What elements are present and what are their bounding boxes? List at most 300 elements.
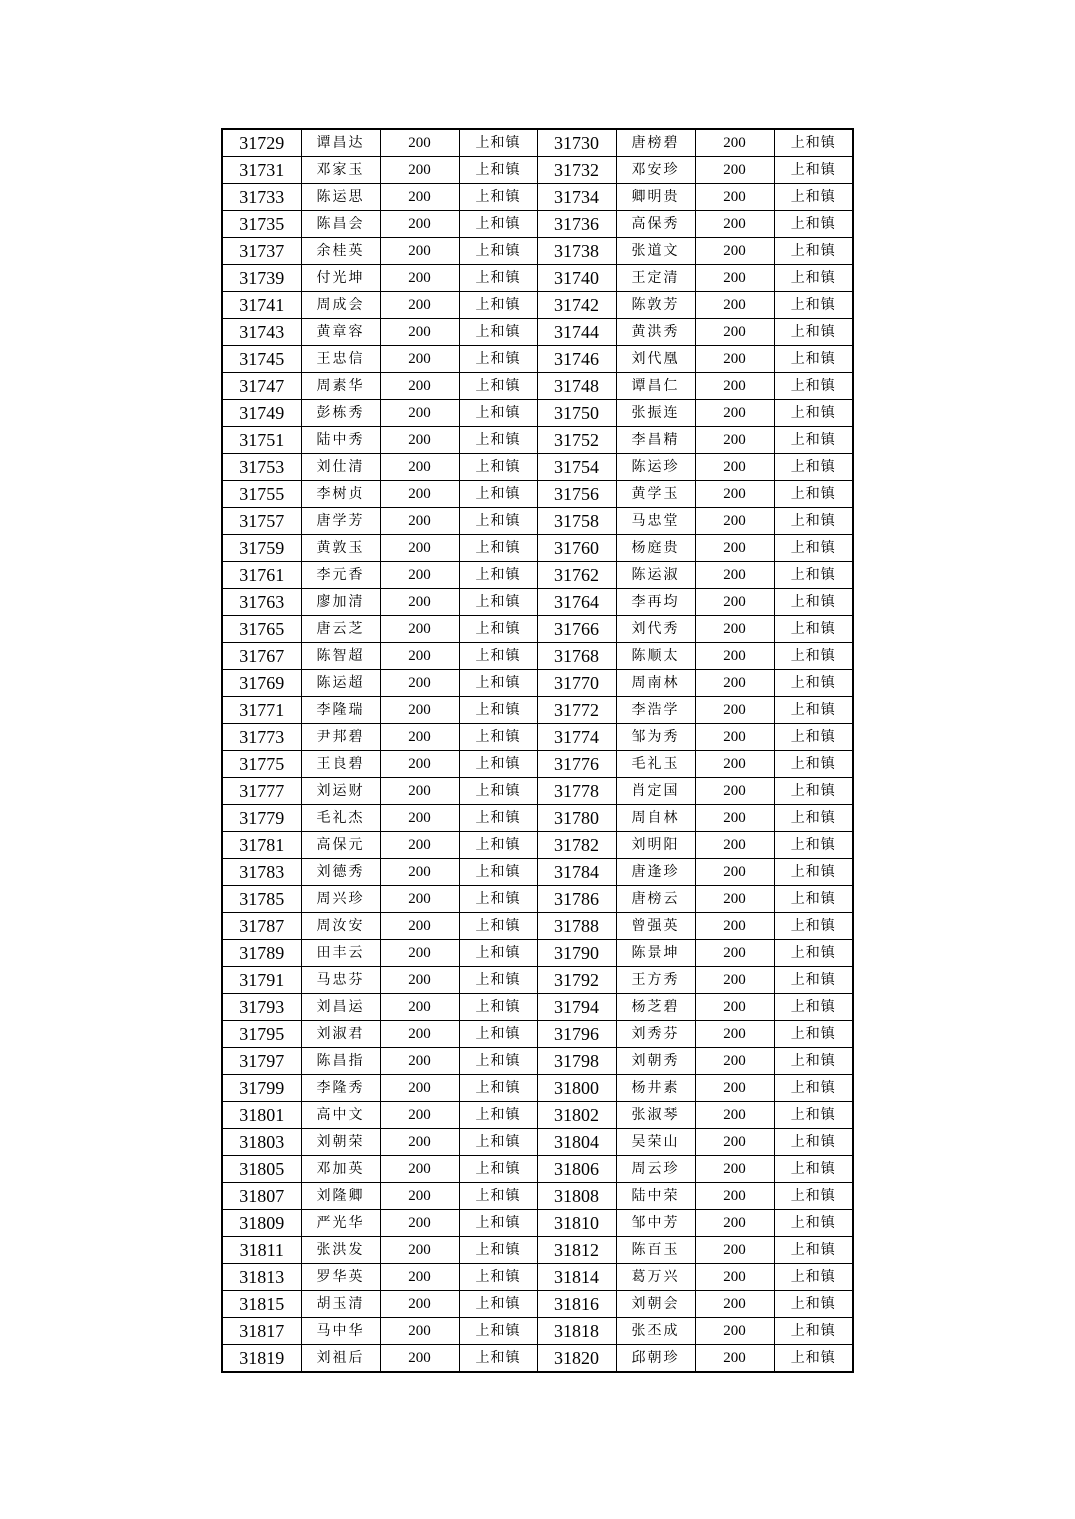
table-row xyxy=(222,1075,853,1102)
right-amount-cell: 200 xyxy=(695,616,774,643)
left-id-cell: 31801 xyxy=(222,1102,301,1129)
left-id-cell: 31753 xyxy=(222,454,301,481)
left-town-cell: 上和镇 xyxy=(459,535,537,562)
right-amount-cell: 200 xyxy=(695,832,774,859)
table-row xyxy=(222,265,853,292)
left-name-cell: 周兴珍 xyxy=(301,886,380,913)
table-row xyxy=(222,886,853,913)
right-name-cell: 李浩学 xyxy=(616,697,695,724)
left-town-cell: 上和镇 xyxy=(459,805,537,832)
right-amount-cell: 200 xyxy=(695,184,774,211)
left-name-cell: 陈运思 xyxy=(301,184,380,211)
right-id-cell: 31802 xyxy=(537,1102,616,1129)
table-row xyxy=(222,589,853,616)
left-amount-cell: 200 xyxy=(380,184,459,211)
left-name-cell: 李树贞 xyxy=(301,481,380,508)
left-name-cell: 刘隆卿 xyxy=(301,1183,380,1210)
left-amount-cell: 200 xyxy=(380,670,459,697)
left-id-cell: 31751 xyxy=(222,427,301,454)
right-id-cell: 31760 xyxy=(537,535,616,562)
table-row xyxy=(222,373,853,400)
right-name-cell: 杨庭贵 xyxy=(616,535,695,562)
right-town-cell: 上和镇 xyxy=(774,859,853,886)
left-amount-cell: 200 xyxy=(380,238,459,265)
left-name-cell: 刘昌运 xyxy=(301,994,380,1021)
right-town-cell: 上和镇 xyxy=(774,481,853,508)
right-name-cell: 唐榜云 xyxy=(616,886,695,913)
left-name-cell: 严光华 xyxy=(301,1210,380,1237)
right-name-cell: 李再均 xyxy=(616,589,695,616)
right-town-cell: 上和镇 xyxy=(774,508,853,535)
left-id-cell: 31815 xyxy=(222,1291,301,1318)
table-row xyxy=(222,157,853,184)
table-row xyxy=(222,129,853,157)
table-row xyxy=(222,751,853,778)
right-name-cell: 陈运珍 xyxy=(616,454,695,481)
left-amount-cell: 200 xyxy=(380,859,459,886)
left-id-cell: 31759 xyxy=(222,535,301,562)
right-town-cell: 上和镇 xyxy=(774,1075,853,1102)
table-row xyxy=(222,1291,853,1318)
left-town-cell: 上和镇 xyxy=(459,589,537,616)
table-row xyxy=(222,1210,853,1237)
right-town-cell: 上和镇 xyxy=(774,643,853,670)
left-name-cell: 周汝安 xyxy=(301,913,380,940)
left-amount-cell: 200 xyxy=(380,1210,459,1237)
right-name-cell: 杨芝碧 xyxy=(616,994,695,1021)
left-id-cell: 31743 xyxy=(222,319,301,346)
right-town-cell: 上和镇 xyxy=(774,1291,853,1318)
left-amount-cell: 200 xyxy=(380,1156,459,1183)
left-town-cell: 上和镇 xyxy=(459,1237,537,1264)
left-id-cell: 31785 xyxy=(222,886,301,913)
left-amount-cell: 200 xyxy=(380,535,459,562)
left-name-cell: 刘祖后 xyxy=(301,1345,380,1373)
left-town-cell: 上和镇 xyxy=(459,238,537,265)
right-amount-cell: 200 xyxy=(695,940,774,967)
right-town-cell: 上和镇 xyxy=(774,211,853,238)
right-name-cell: 马忠堂 xyxy=(616,508,695,535)
table-row xyxy=(222,508,853,535)
right-town-cell: 上和镇 xyxy=(774,129,853,157)
left-amount-cell: 200 xyxy=(380,832,459,859)
left-name-cell: 高中文 xyxy=(301,1102,380,1129)
right-name-cell: 谭昌仁 xyxy=(616,373,695,400)
left-id-cell: 31773 xyxy=(222,724,301,751)
right-amount-cell: 200 xyxy=(695,697,774,724)
left-id-cell: 31747 xyxy=(222,373,301,400)
left-name-cell: 李元香 xyxy=(301,562,380,589)
table-row xyxy=(222,346,853,373)
right-id-cell: 31808 xyxy=(537,1183,616,1210)
left-town-cell: 上和镇 xyxy=(459,400,537,427)
right-town-cell: 上和镇 xyxy=(774,724,853,751)
table-row xyxy=(222,724,853,751)
left-id-cell: 31783 xyxy=(222,859,301,886)
left-id-cell: 31769 xyxy=(222,670,301,697)
right-town-cell: 上和镇 xyxy=(774,1237,853,1264)
right-id-cell: 31772 xyxy=(537,697,616,724)
right-town-cell: 上和镇 xyxy=(774,805,853,832)
right-id-cell: 31794 xyxy=(537,994,616,1021)
left-town-cell: 上和镇 xyxy=(459,1021,537,1048)
left-town-cell: 上和镇 xyxy=(459,697,537,724)
left-town-cell: 上和镇 xyxy=(459,832,537,859)
left-id-cell: 31737 xyxy=(222,238,301,265)
right-name-cell: 陈景坤 xyxy=(616,940,695,967)
right-id-cell: 31784 xyxy=(537,859,616,886)
right-amount-cell: 200 xyxy=(695,1210,774,1237)
left-town-cell: 上和镇 xyxy=(459,1318,537,1345)
roster-body xyxy=(222,129,853,1372)
right-amount-cell: 200 xyxy=(695,805,774,832)
left-id-cell: 31755 xyxy=(222,481,301,508)
left-town-cell: 上和镇 xyxy=(459,1156,537,1183)
left-id-cell: 31779 xyxy=(222,805,301,832)
left-id-cell: 31793 xyxy=(222,994,301,1021)
left-name-cell: 彭栋秀 xyxy=(301,400,380,427)
left-town-cell: 上和镇 xyxy=(459,778,537,805)
right-town-cell: 上和镇 xyxy=(774,400,853,427)
table-row xyxy=(222,427,853,454)
table-row xyxy=(222,1237,853,1264)
right-name-cell: 杨井素 xyxy=(616,1075,695,1102)
left-id-cell: 31811 xyxy=(222,1237,301,1264)
left-town-cell: 上和镇 xyxy=(459,562,537,589)
right-id-cell: 31768 xyxy=(537,643,616,670)
left-amount-cell: 200 xyxy=(380,940,459,967)
left-name-cell: 邓家玉 xyxy=(301,157,380,184)
right-id-cell: 31764 xyxy=(537,589,616,616)
left-id-cell: 31771 xyxy=(222,697,301,724)
left-amount-cell: 200 xyxy=(380,265,459,292)
right-amount-cell: 200 xyxy=(695,859,774,886)
table-row xyxy=(222,238,853,265)
right-id-cell: 31792 xyxy=(537,967,616,994)
right-amount-cell: 200 xyxy=(695,1318,774,1345)
right-amount-cell: 200 xyxy=(695,1048,774,1075)
left-town-cell: 上和镇 xyxy=(459,1291,537,1318)
right-name-cell: 张丕成 xyxy=(616,1318,695,1345)
left-town-cell: 上和镇 xyxy=(459,1102,537,1129)
right-name-cell: 张道文 xyxy=(616,238,695,265)
left-id-cell: 31781 xyxy=(222,832,301,859)
right-town-cell: 上和镇 xyxy=(774,1318,853,1345)
right-name-cell: 毛礼玉 xyxy=(616,751,695,778)
right-town-cell: 上和镇 xyxy=(774,1264,853,1291)
right-amount-cell: 200 xyxy=(695,157,774,184)
left-id-cell: 31761 xyxy=(222,562,301,589)
left-town-cell: 上和镇 xyxy=(459,670,537,697)
right-amount-cell: 200 xyxy=(695,967,774,994)
right-amount-cell: 200 xyxy=(695,1102,774,1129)
left-id-cell: 31745 xyxy=(222,346,301,373)
right-id-cell: 31806 xyxy=(537,1156,616,1183)
right-amount-cell: 200 xyxy=(695,265,774,292)
right-town-cell: 上和镇 xyxy=(774,589,853,616)
left-id-cell: 31739 xyxy=(222,265,301,292)
left-name-cell: 廖加清 xyxy=(301,589,380,616)
left-town-cell: 上和镇 xyxy=(459,751,537,778)
left-amount-cell: 200 xyxy=(380,1048,459,1075)
right-id-cell: 31738 xyxy=(537,238,616,265)
right-amount-cell: 200 xyxy=(695,373,774,400)
right-town-cell: 上和镇 xyxy=(774,1156,853,1183)
left-town-cell: 上和镇 xyxy=(459,1129,537,1156)
left-town-cell: 上和镇 xyxy=(459,1075,537,1102)
left-town-cell: 上和镇 xyxy=(459,481,537,508)
left-amount-cell: 200 xyxy=(380,1264,459,1291)
right-name-cell: 陈敦芳 xyxy=(616,292,695,319)
right-name-cell: 陈运淑 xyxy=(616,562,695,589)
right-id-cell: 31776 xyxy=(537,751,616,778)
right-name-cell: 邹中芳 xyxy=(616,1210,695,1237)
left-name-cell: 陈昌指 xyxy=(301,1048,380,1075)
right-town-cell: 上和镇 xyxy=(774,886,853,913)
left-amount-cell: 200 xyxy=(380,454,459,481)
left-id-cell: 31809 xyxy=(222,1210,301,1237)
left-name-cell: 罗华英 xyxy=(301,1264,380,1291)
right-id-cell: 31732 xyxy=(537,157,616,184)
table-row xyxy=(222,562,853,589)
left-name-cell: 谭昌达 xyxy=(301,129,380,157)
right-name-cell: 刘秀芬 xyxy=(616,1021,695,1048)
right-amount-cell: 200 xyxy=(695,238,774,265)
right-id-cell: 31744 xyxy=(537,319,616,346)
left-name-cell: 张洪发 xyxy=(301,1237,380,1264)
right-id-cell: 31782 xyxy=(537,832,616,859)
right-town-cell: 上和镇 xyxy=(774,184,853,211)
left-amount-cell: 200 xyxy=(380,157,459,184)
right-id-cell: 31812 xyxy=(537,1237,616,1264)
left-id-cell: 31819 xyxy=(222,1345,301,1373)
left-town-cell: 上和镇 xyxy=(459,319,537,346)
left-town-cell: 上和镇 xyxy=(459,427,537,454)
right-name-cell: 周南林 xyxy=(616,670,695,697)
right-name-cell: 黄洪秀 xyxy=(616,319,695,346)
left-name-cell: 王忠信 xyxy=(301,346,380,373)
right-amount-cell: 200 xyxy=(695,481,774,508)
right-amount-cell: 200 xyxy=(695,1021,774,1048)
right-town-cell: 上和镇 xyxy=(774,319,853,346)
table-row xyxy=(222,319,853,346)
right-id-cell: 31750 xyxy=(537,400,616,427)
right-amount-cell: 200 xyxy=(695,751,774,778)
table-row xyxy=(222,481,853,508)
right-id-cell: 31814 xyxy=(537,1264,616,1291)
left-town-cell: 上和镇 xyxy=(459,1345,537,1373)
right-amount-cell: 200 xyxy=(695,346,774,373)
roster-table xyxy=(221,128,854,1373)
right-town-cell: 上和镇 xyxy=(774,751,853,778)
right-id-cell: 31798 xyxy=(537,1048,616,1075)
right-id-cell: 31734 xyxy=(537,184,616,211)
left-town-cell: 上和镇 xyxy=(459,913,537,940)
left-amount-cell: 200 xyxy=(380,1021,459,1048)
right-amount-cell: 200 xyxy=(695,1129,774,1156)
left-name-cell: 陈昌会 xyxy=(301,211,380,238)
right-amount-cell: 200 xyxy=(695,1291,774,1318)
left-name-cell: 黄章容 xyxy=(301,319,380,346)
right-amount-cell: 200 xyxy=(695,400,774,427)
right-name-cell: 张淑琴 xyxy=(616,1102,695,1129)
right-id-cell: 31774 xyxy=(537,724,616,751)
left-amount-cell: 200 xyxy=(380,481,459,508)
left-id-cell: 31791 xyxy=(222,967,301,994)
table-row xyxy=(222,1129,853,1156)
left-name-cell: 马中华 xyxy=(301,1318,380,1345)
left-id-cell: 31817 xyxy=(222,1318,301,1345)
left-name-cell: 周素华 xyxy=(301,373,380,400)
left-amount-cell: 200 xyxy=(380,346,459,373)
right-amount-cell: 200 xyxy=(695,724,774,751)
left-town-cell: 上和镇 xyxy=(459,940,537,967)
left-name-cell: 尹邦碧 xyxy=(301,724,380,751)
left-amount-cell: 200 xyxy=(380,913,459,940)
table-row xyxy=(222,184,853,211)
left-town-cell: 上和镇 xyxy=(459,1264,537,1291)
left-amount-cell: 200 xyxy=(380,1237,459,1264)
left-town-cell: 上和镇 xyxy=(459,643,537,670)
left-amount-cell: 200 xyxy=(380,562,459,589)
left-name-cell: 唐学芳 xyxy=(301,508,380,535)
right-name-cell: 曾强英 xyxy=(616,913,695,940)
table-row xyxy=(222,805,853,832)
left-id-cell: 31803 xyxy=(222,1129,301,1156)
table-row xyxy=(222,1345,853,1373)
right-town-cell: 上和镇 xyxy=(774,265,853,292)
right-amount-cell: 200 xyxy=(695,535,774,562)
table-row xyxy=(222,859,853,886)
right-id-cell: 31730 xyxy=(537,129,616,157)
left-name-cell: 陈智超 xyxy=(301,643,380,670)
left-amount-cell: 200 xyxy=(380,1075,459,1102)
right-name-cell: 陆中荣 xyxy=(616,1183,695,1210)
left-town-cell: 上和镇 xyxy=(459,373,537,400)
left-id-cell: 31805 xyxy=(222,1156,301,1183)
left-amount-cell: 200 xyxy=(380,400,459,427)
right-id-cell: 31780 xyxy=(537,805,616,832)
left-name-cell: 周成会 xyxy=(301,292,380,319)
left-amount-cell: 200 xyxy=(380,994,459,1021)
left-id-cell: 31767 xyxy=(222,643,301,670)
left-name-cell: 余桂英 xyxy=(301,238,380,265)
left-town-cell: 上和镇 xyxy=(459,292,537,319)
right-name-cell: 高保秀 xyxy=(616,211,695,238)
right-name-cell: 周自林 xyxy=(616,805,695,832)
left-town-cell: 上和镇 xyxy=(459,1048,537,1075)
left-town-cell: 上和镇 xyxy=(459,1210,537,1237)
left-id-cell: 31795 xyxy=(222,1021,301,1048)
right-amount-cell: 200 xyxy=(695,292,774,319)
right-town-cell: 上和镇 xyxy=(774,292,853,319)
left-id-cell: 31763 xyxy=(222,589,301,616)
left-amount-cell: 200 xyxy=(380,967,459,994)
right-name-cell: 陈顺太 xyxy=(616,643,695,670)
right-amount-cell: 200 xyxy=(695,643,774,670)
right-amount-cell: 200 xyxy=(695,913,774,940)
left-id-cell: 31813 xyxy=(222,1264,301,1291)
right-name-cell: 邓安珍 xyxy=(616,157,695,184)
left-name-cell: 刘仕清 xyxy=(301,454,380,481)
right-id-cell: 31754 xyxy=(537,454,616,481)
right-amount-cell: 200 xyxy=(695,129,774,157)
right-amount-cell: 200 xyxy=(695,886,774,913)
left-town-cell: 上和镇 xyxy=(459,157,537,184)
right-amount-cell: 200 xyxy=(695,562,774,589)
table-row xyxy=(222,1318,853,1345)
right-town-cell: 上和镇 xyxy=(774,778,853,805)
right-amount-cell: 200 xyxy=(695,1237,774,1264)
right-name-cell: 刘朝秀 xyxy=(616,1048,695,1075)
left-name-cell: 陈运超 xyxy=(301,670,380,697)
left-id-cell: 31729 xyxy=(222,129,301,157)
right-amount-cell: 200 xyxy=(695,508,774,535)
table-row xyxy=(222,697,853,724)
left-id-cell: 31765 xyxy=(222,616,301,643)
left-name-cell: 陆中秀 xyxy=(301,427,380,454)
left-id-cell: 31733 xyxy=(222,184,301,211)
left-id-cell: 31789 xyxy=(222,940,301,967)
right-town-cell: 上和镇 xyxy=(774,1048,853,1075)
right-town-cell: 上和镇 xyxy=(774,967,853,994)
left-name-cell: 刘德秀 xyxy=(301,859,380,886)
right-amount-cell: 200 xyxy=(695,589,774,616)
left-name-cell: 李隆秀 xyxy=(301,1075,380,1102)
left-name-cell: 唐云芝 xyxy=(301,616,380,643)
right-name-cell: 黄学玉 xyxy=(616,481,695,508)
table-row xyxy=(222,994,853,1021)
table-row xyxy=(222,1183,853,1210)
left-name-cell: 付光坤 xyxy=(301,265,380,292)
right-name-cell: 肖定国 xyxy=(616,778,695,805)
right-town-cell: 上和镇 xyxy=(774,562,853,589)
left-amount-cell: 200 xyxy=(380,1291,459,1318)
left-amount-cell: 200 xyxy=(380,373,459,400)
right-town-cell: 上和镇 xyxy=(774,238,853,265)
left-town-cell: 上和镇 xyxy=(459,346,537,373)
right-name-cell: 王方秀 xyxy=(616,967,695,994)
right-town-cell: 上和镇 xyxy=(774,697,853,724)
right-id-cell: 31758 xyxy=(537,508,616,535)
table-row xyxy=(222,1264,853,1291)
left-amount-cell: 200 xyxy=(380,129,459,157)
right-town-cell: 上和镇 xyxy=(774,994,853,1021)
left-name-cell: 邓加英 xyxy=(301,1156,380,1183)
right-name-cell: 刘代秀 xyxy=(616,616,695,643)
right-town-cell: 上和镇 xyxy=(774,832,853,859)
left-id-cell: 31731 xyxy=(222,157,301,184)
right-name-cell: 邹为秀 xyxy=(616,724,695,751)
right-id-cell: 31762 xyxy=(537,562,616,589)
left-amount-cell: 200 xyxy=(380,319,459,346)
left-amount-cell: 200 xyxy=(380,1129,459,1156)
left-amount-cell: 200 xyxy=(380,589,459,616)
left-town-cell: 上和镇 xyxy=(459,508,537,535)
right-id-cell: 31820 xyxy=(537,1345,616,1373)
right-name-cell: 张振连 xyxy=(616,400,695,427)
table-row xyxy=(222,940,853,967)
right-town-cell: 上和镇 xyxy=(774,1345,853,1373)
right-amount-cell: 200 xyxy=(695,319,774,346)
right-id-cell: 31816 xyxy=(537,1291,616,1318)
left-town-cell: 上和镇 xyxy=(459,211,537,238)
left-town-cell: 上和镇 xyxy=(459,724,537,751)
left-id-cell: 31807 xyxy=(222,1183,301,1210)
table-row xyxy=(222,778,853,805)
right-amount-cell: 200 xyxy=(695,778,774,805)
right-town-cell: 上和镇 xyxy=(774,1129,853,1156)
